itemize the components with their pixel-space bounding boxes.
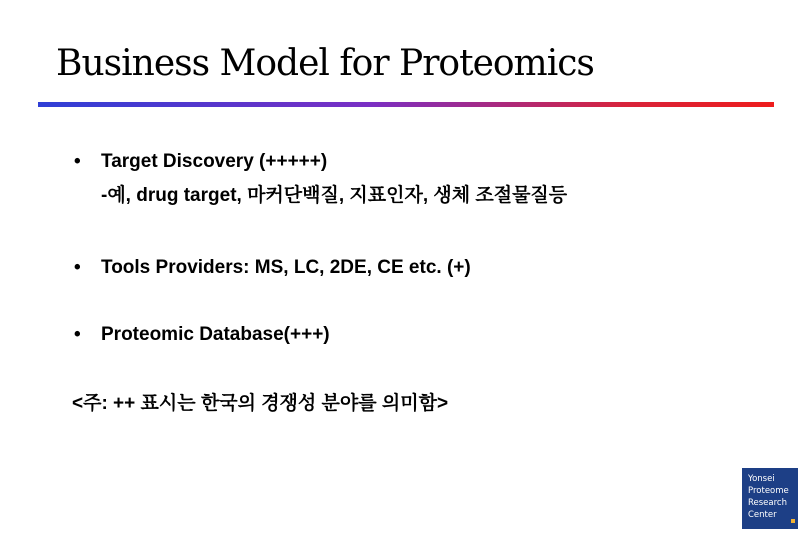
bullet-marker: •	[74, 151, 81, 172]
logo-accent-dot	[791, 519, 795, 523]
slide-title: Business Model for Proteomics	[56, 43, 594, 84]
logo-line: Research	[748, 498, 787, 508]
logo-line: Yonsei	[748, 474, 775, 484]
logo-line: Proteome	[748, 486, 789, 496]
bullet-marker: •	[74, 324, 81, 345]
bullet-target-discovery	[74, 148, 327, 176]
logo	[742, 468, 798, 529]
title-divider	[38, 102, 774, 107]
bullet-text: Target Discovery (+++++)	[101, 151, 328, 172]
bullet-tools-providers	[74, 254, 471, 282]
bullet-marker: •	[74, 257, 81, 278]
bullet-subtext: -예, drug target, 마커단백질, 지표인자, 생체 조절물질등	[101, 185, 568, 206]
bullet-text: Tools Providers: MS, LC, 2DE, CE etc. (+)	[101, 257, 471, 278]
bullet-text: Proteomic Database(+++)	[101, 324, 330, 345]
bullet-proteomic-database	[74, 321, 330, 349]
footnote: <주: ++ 표시는 한국의 경쟁성 분야를 의미함>	[72, 393, 449, 414]
logo-line: Center	[748, 510, 777, 520]
